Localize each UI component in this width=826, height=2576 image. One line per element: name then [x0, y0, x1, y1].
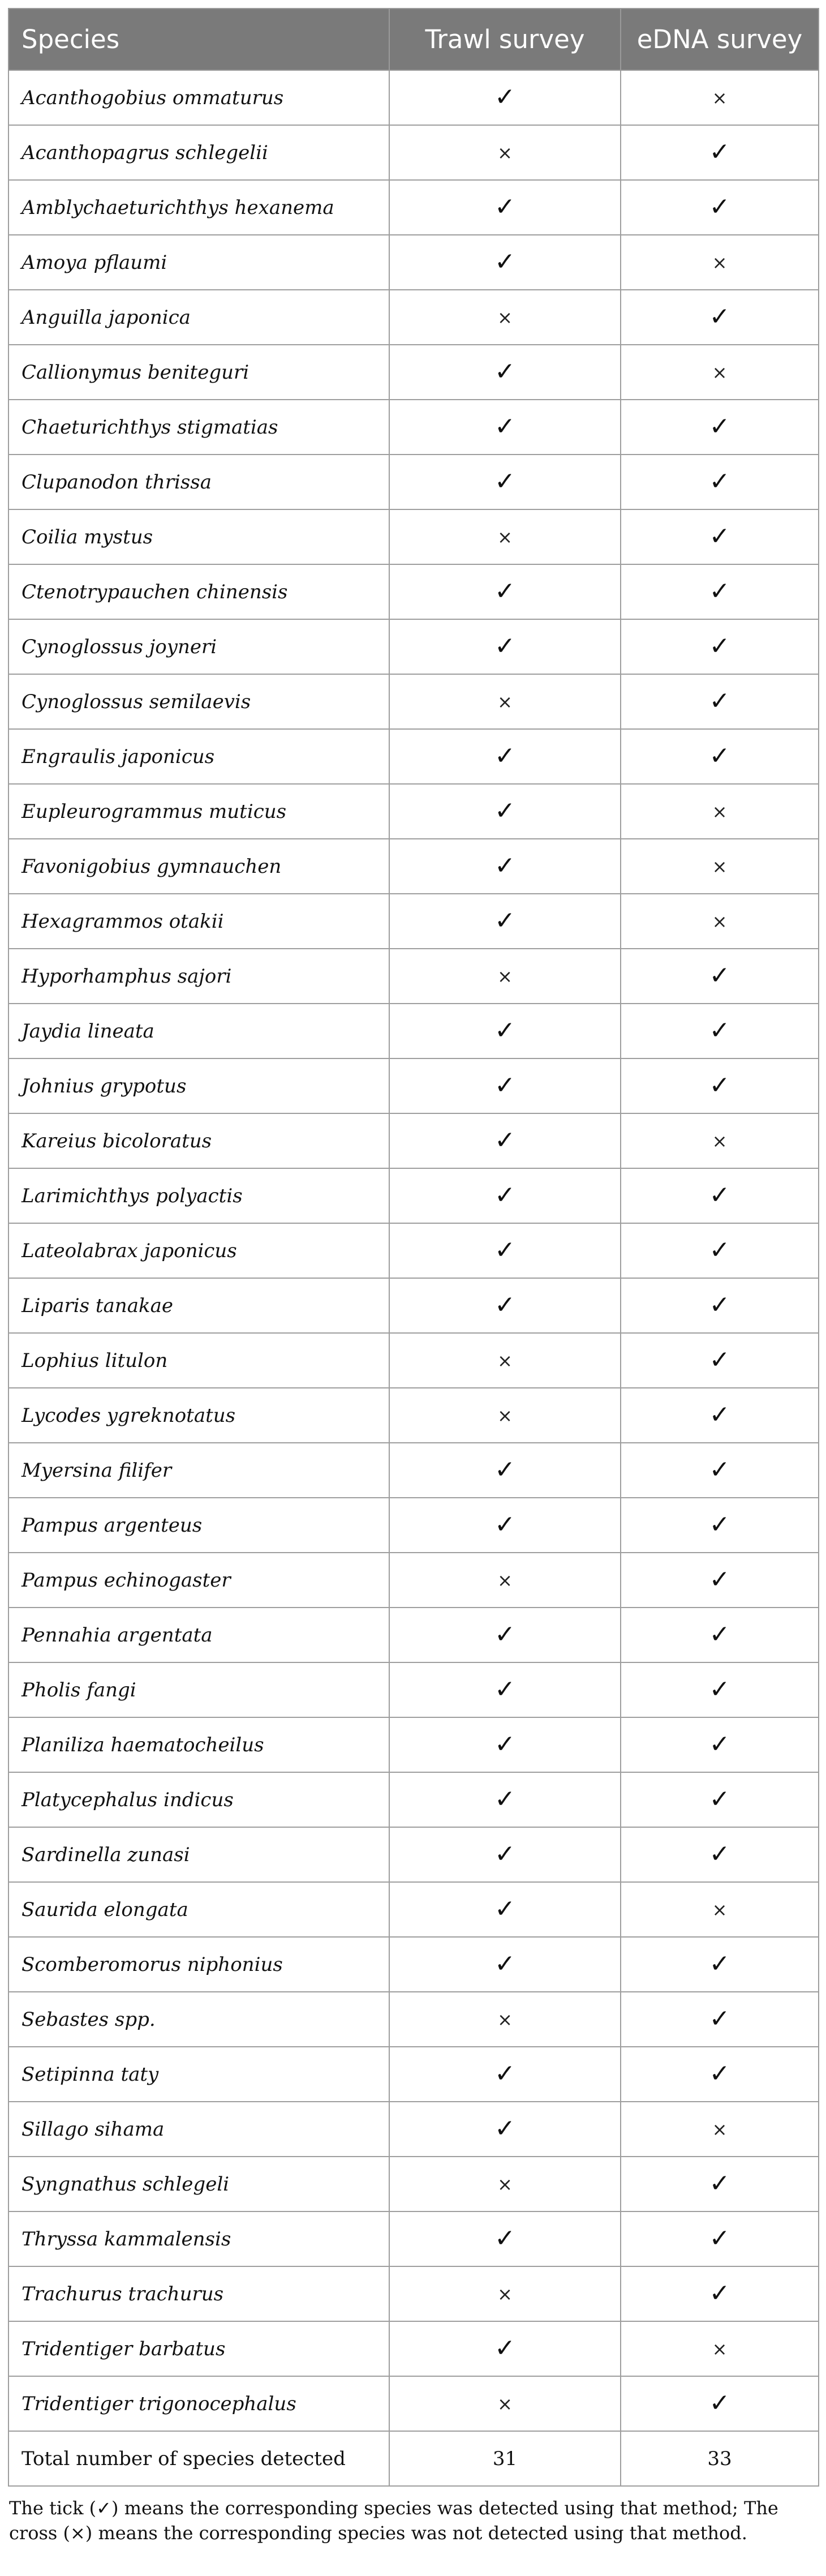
species-name: Trachurus trachurus: [8, 2266, 389, 2321]
trawl-result-cell: [389, 1772, 621, 1827]
cross-icon: ×: [497, 1349, 513, 1371]
tick-icon: ✓: [709, 1730, 730, 1759]
species-name: Engraulis japonicus: [8, 729, 389, 784]
tick-icon: ✓: [494, 577, 515, 606]
tick-icon: ✓: [709, 1455, 730, 1484]
trawl-result-cell: [389, 2047, 621, 2102]
table-row: [8, 180, 819, 235]
tick-icon: ✓: [709, 2004, 730, 2033]
species-name: Thryssa kammalensis: [8, 2211, 389, 2266]
species-name: Sillago sihama: [8, 2102, 389, 2157]
edna-result-cell: [621, 125, 819, 180]
tick-icon: ✓: [494, 1840, 515, 1868]
table-row: [8, 839, 819, 894]
tick-icon: ✓: [494, 1236, 515, 1265]
tick-icon: ✓: [494, 467, 515, 496]
trawl-result-cell: [389, 1004, 621, 1058]
species-name: Pennahia argentata: [8, 1608, 389, 1662]
table-row: [8, 235, 819, 290]
species-name: Scomberomorus niphonius: [8, 1937, 389, 1992]
species-name: Lophius litulon: [8, 1333, 389, 1388]
tick-icon: ✓: [709, 467, 730, 496]
table-row: [8, 2376, 819, 2431]
species-name: Larimichthys polyactis: [8, 1168, 389, 1223]
table-row: [8, 1443, 819, 1498]
tick-icon: ✓: [709, 138, 730, 166]
species-name: Myersina filifer: [8, 1443, 389, 1498]
table-row: [8, 1388, 819, 1443]
tick-icon: ✓: [494, 796, 515, 825]
tick-icon: ✓: [709, 522, 730, 551]
tick-icon: ✓: [709, 1620, 730, 1649]
trawl-result-cell: [389, 180, 621, 235]
edna-result-cell: [621, 1717, 819, 1772]
table-row: [8, 1772, 819, 1827]
table-row: [8, 2157, 819, 2211]
cross-icon: ×: [712, 87, 728, 109]
tick-icon: ✓: [709, 412, 730, 441]
edna-result-cell: [621, 1662, 819, 1717]
table-row: [8, 784, 819, 839]
edna-result-cell: [621, 345, 819, 400]
trawl-result-cell: [389, 70, 621, 125]
header-edna-survey: eDNA survey: [621, 8, 819, 70]
trawl-result-cell: [389, 455, 621, 509]
edna-result-cell: [621, 1882, 819, 1937]
table-row: [8, 949, 819, 1004]
trawl-result-cell: [389, 2321, 621, 2376]
edna-result-cell: [621, 1937, 819, 1992]
species-name: Cynoglossus semilaevis: [8, 674, 389, 729]
tick-icon: ✓: [709, 687, 730, 715]
total-row: [8, 2431, 819, 2486]
edna-result-cell: [621, 2211, 819, 2266]
edna-result-cell: [621, 235, 819, 290]
table-row: [8, 509, 819, 564]
trawl-result-cell: [389, 2376, 621, 2431]
cross-icon: ×: [712, 1898, 728, 1921]
tick-icon: ✓: [494, 1291, 515, 1319]
table-row: [8, 619, 819, 674]
table-row: [8, 400, 819, 455]
species-name: Amoya pflaumi: [8, 235, 389, 290]
table-row: [8, 2266, 819, 2321]
cross-icon: ×: [497, 691, 513, 713]
trawl-result-cell: [389, 729, 621, 784]
tick-icon: ✓: [494, 357, 515, 386]
table-row: [8, 1278, 819, 1333]
edna-result-cell: [621, 2102, 819, 2157]
edna-result-cell: [621, 729, 819, 784]
table-row: [8, 1608, 819, 1662]
table-row: [8, 1168, 819, 1223]
species-name: Tridentiger barbatus: [8, 2321, 389, 2376]
tick-icon: ✓: [494, 83, 515, 112]
species-name: Acanthopagrus schlegelii: [8, 125, 389, 180]
table-row: [8, 674, 819, 729]
table-row: [8, 2102, 819, 2157]
species-name: Planiliza haematocheilus: [8, 1717, 389, 1772]
table-row: [8, 125, 819, 180]
table-row: [8, 1058, 819, 1113]
edna-result-cell: [621, 180, 819, 235]
table-row: [8, 2047, 819, 2102]
species-name: Jaydia lineata: [8, 1004, 389, 1058]
species-name: Amblychaeturichthys hexanema: [8, 180, 389, 235]
edna-result-cell: [621, 509, 819, 564]
trawl-result-cell: [389, 1553, 621, 1608]
tick-icon: ✓: [494, 741, 515, 770]
table-row: [8, 1113, 819, 1168]
table-row: [8, 1498, 819, 1553]
species-name: Syngnathus schlegeli: [8, 2157, 389, 2211]
table-row: [8, 1333, 819, 1388]
species-name: Sebastes spp.: [8, 1992, 389, 2047]
edna-result-cell: [621, 2266, 819, 2321]
species-name: Acanthogobius ommaturus: [8, 70, 389, 125]
tick-icon: ✓: [494, 1620, 515, 1649]
tick-icon: ✓: [709, 192, 730, 221]
edna-result-cell: [621, 1443, 819, 1498]
trawl-result-cell: [389, 2266, 621, 2321]
edna-result-cell: [621, 1058, 819, 1113]
tick-icon: ✓: [709, 2279, 730, 2308]
trawl-result-cell: [389, 1662, 621, 1717]
species-name: Platycephalus indicus: [8, 1772, 389, 1827]
tick-icon: ✓: [709, 1785, 730, 1814]
edna-result-cell: [621, 2157, 819, 2211]
table-row: [8, 290, 819, 345]
tick-icon: ✓: [709, 741, 730, 770]
trawl-result-cell: [389, 1333, 621, 1388]
edna-result-cell: [621, 1992, 819, 2047]
tick-icon: ✓: [494, 1455, 515, 1484]
table-container: [8, 8, 818, 2545]
tick-icon: ✓: [494, 851, 515, 880]
table-row: [8, 455, 819, 509]
tick-icon: ✓: [494, 1949, 515, 1978]
species-name: Clupanodon thrissa: [8, 455, 389, 509]
tick-icon: ✓: [709, 1291, 730, 1319]
table-row: [8, 1004, 819, 1058]
table-row: [8, 2211, 819, 2266]
trawl-result-cell: [389, 1388, 621, 1443]
table-row: [8, 1717, 819, 1772]
trawl-result-cell: [389, 949, 621, 1004]
trawl-result-cell: [389, 1937, 621, 1992]
trawl-result-cell: [389, 564, 621, 619]
edna-result-cell: [621, 674, 819, 729]
tick-icon: ✓: [494, 906, 515, 935]
cross-icon: ×: [712, 910, 728, 932]
total-trawl-count: 31: [389, 2431, 621, 2486]
species-name: Liparis tanakae: [8, 1278, 389, 1333]
tick-icon: ✓: [494, 2059, 515, 2088]
table-row: [8, 1882, 819, 1937]
species-name: Chaeturichthys stigmatias: [8, 400, 389, 455]
tick-icon: ✓: [494, 1510, 515, 1539]
cross-icon: ×: [497, 526, 513, 548]
trawl-result-cell: [389, 894, 621, 949]
tick-icon: ✓: [709, 302, 730, 331]
edna-result-cell: [621, 1333, 819, 1388]
trawl-result-cell: [389, 509, 621, 564]
tick-icon: ✓: [494, 2114, 515, 2143]
table-row: [8, 1553, 819, 1608]
cross-icon: ×: [712, 251, 728, 273]
cross-icon: ×: [497, 142, 513, 164]
table-row: [8, 564, 819, 619]
species-name: Tridentiger trigonocephalus: [8, 2376, 389, 2431]
tick-icon: ✓: [709, 1016, 730, 1045]
trawl-result-cell: [389, 1498, 621, 1553]
trawl-result-cell: [389, 1058, 621, 1113]
tick-icon: ✓: [709, 1071, 730, 1100]
cross-icon: ×: [712, 361, 728, 383]
trawl-result-cell: [389, 1443, 621, 1498]
species-name: Coilia mystus: [8, 509, 389, 564]
edna-result-cell: [621, 1498, 819, 1553]
edna-result-cell: [621, 1772, 819, 1827]
tick-icon: ✓: [709, 1181, 730, 1210]
tick-icon: ✓: [709, 1510, 730, 1539]
trawl-result-cell: [389, 235, 621, 290]
table-footnote: The tick (✓) means the corresponding species was detected using that method; The cross (×) means the corresponding species was not detected using that method.: [9, 2497, 778, 2544]
species-name: Eupleurogrammus muticus: [8, 784, 389, 839]
edna-result-cell: [621, 1608, 819, 1662]
species-name: Saurida elongata: [8, 1882, 389, 1937]
species-name: Favonigobius gymnauchen: [8, 839, 389, 894]
header-row: [8, 8, 819, 70]
tick-icon: ✓: [709, 1949, 730, 1978]
edna-result-cell: [621, 2376, 819, 2431]
trawl-result-cell: [389, 1113, 621, 1168]
tick-icon: ✓: [709, 961, 730, 990]
cross-icon: ×: [497, 2283, 513, 2305]
species-name: Kareius bicoloratus: [8, 1113, 389, 1168]
tick-icon: ✓: [709, 2389, 730, 2418]
species-name: Lateolabrax japonicus: [8, 1223, 389, 1278]
edna-result-cell: [621, 290, 819, 345]
trawl-result-cell: [389, 619, 621, 674]
cross-icon: ×: [497, 2173, 513, 2195]
edna-result-cell: [621, 839, 819, 894]
edna-result-cell: [621, 564, 819, 619]
trawl-result-cell: [389, 2102, 621, 2157]
trawl-result-cell: [389, 1223, 621, 1278]
edna-result-cell: [621, 2321, 819, 2376]
tick-icon: ✓: [709, 632, 730, 661]
edna-result-cell: [621, 1004, 819, 1058]
species-name: Sardinella zunasi: [8, 1827, 389, 1882]
cross-icon: ×: [712, 2338, 728, 2360]
table-row: [8, 2321, 819, 2376]
edna-result-cell: [621, 949, 819, 1004]
tick-icon: ✓: [494, 1126, 515, 1155]
species-name: Lycodes ygreknotatus: [8, 1388, 389, 1443]
edna-result-cell: [621, 1278, 819, 1333]
tick-icon: ✓: [494, 1730, 515, 1759]
trawl-result-cell: [389, 290, 621, 345]
tick-icon: ✓: [494, 247, 515, 276]
tick-icon: ✓: [494, 1785, 515, 1814]
tick-icon: ✓: [709, 577, 730, 606]
edna-result-cell: [621, 619, 819, 674]
trawl-result-cell: [389, 1608, 621, 1662]
header-trawl-survey: Trawl survey: [389, 8, 621, 70]
cross-icon: ×: [712, 2118, 728, 2140]
edna-result-cell: [621, 1553, 819, 1608]
species-name: Johnius grypotus: [8, 1058, 389, 1113]
edna-result-cell: [621, 1388, 819, 1443]
species-name: Setipinna taty: [8, 2047, 389, 2102]
species-name: Ctenotrypauchen chinensis: [8, 564, 389, 619]
table-header: [8, 8, 819, 70]
tick-icon: ✓: [494, 1181, 515, 1210]
species-name: Pampus echinogaster: [8, 1553, 389, 1608]
trawl-result-cell: [389, 1278, 621, 1333]
tick-icon: ✓: [494, 2224, 515, 2253]
trawl-result-cell: [389, 1992, 621, 2047]
trawl-result-cell: [389, 784, 621, 839]
species-name: Hyporhamphus sajori: [8, 949, 389, 1004]
tick-icon: ✓: [709, 2059, 730, 2088]
header-species: Species: [8, 8, 389, 70]
species-name: Callionymus beniteguri: [8, 345, 389, 400]
table-row: [8, 1662, 819, 1717]
species-name: Hexagrammos otakii: [8, 894, 389, 949]
table-row: [8, 345, 819, 400]
trawl-result-cell: [389, 674, 621, 729]
total-label: Total number of species detected: [8, 2431, 389, 2486]
table-row: [8, 1937, 819, 1992]
cross-icon: ×: [497, 2393, 513, 2415]
edna-result-cell: [621, 784, 819, 839]
edna-result-cell: [621, 1113, 819, 1168]
cross-icon: ×: [712, 855, 728, 877]
trawl-result-cell: [389, 2211, 621, 2266]
table-row: [8, 729, 819, 784]
table-row: [8, 70, 819, 125]
cross-icon: ×: [497, 1569, 513, 1591]
edna-result-cell: [621, 455, 819, 509]
edna-result-cell: [621, 70, 819, 125]
tick-icon: ✓: [709, 2224, 730, 2253]
edna-result-cell: [621, 1168, 819, 1223]
trawl-result-cell: [389, 125, 621, 180]
cross-icon: ×: [712, 1130, 728, 1152]
tick-icon: ✓: [494, 1895, 515, 1923]
edna-result-cell: [621, 1827, 819, 1882]
total-edna-count: 33: [621, 2431, 819, 2486]
trawl-result-cell: [389, 345, 621, 400]
cross-icon: ×: [497, 2008, 513, 2030]
species-name: Cynoglossus joyneri: [8, 619, 389, 674]
tick-icon: ✓: [709, 1345, 730, 1374]
tick-icon: ✓: [494, 412, 515, 441]
edna-result-cell: [621, 894, 819, 949]
trawl-result-cell: [389, 839, 621, 894]
tick-icon: ✓: [494, 2334, 515, 2363]
species-name: Pholis fangi: [8, 1662, 389, 1717]
table-row: [8, 1827, 819, 1882]
tick-icon: ✓: [709, 1236, 730, 1265]
edna-result-cell: [621, 1223, 819, 1278]
trawl-result-cell: [389, 1717, 621, 1772]
cross-icon: ×: [712, 800, 728, 822]
table-body: [8, 70, 819, 2486]
trawl-result-cell: [389, 400, 621, 455]
tick-icon: ✓: [709, 1675, 730, 1704]
cross-icon: ×: [497, 965, 513, 987]
trawl-result-cell: [389, 1882, 621, 1937]
cross-icon: ×: [497, 1404, 513, 1426]
tick-icon: ✓: [709, 2169, 730, 2198]
trawl-result-cell: [389, 1168, 621, 1223]
cross-icon: ×: [497, 306, 513, 328]
table-row: [8, 1992, 819, 2047]
tick-icon: ✓: [709, 1840, 730, 1868]
table-row: [8, 1223, 819, 1278]
tick-icon: ✓: [494, 1675, 515, 1704]
species-name: Anguilla japonica: [8, 290, 389, 345]
edna-result-cell: [621, 400, 819, 455]
tick-icon: ✓: [494, 1071, 515, 1100]
trawl-result-cell: [389, 2157, 621, 2211]
tick-icon: ✓: [494, 1016, 515, 1045]
tick-icon: ✓: [494, 192, 515, 221]
species-detection-table: [8, 8, 819, 2487]
tick-icon: ✓: [709, 1565, 730, 1594]
tick-icon: ✓: [709, 1400, 730, 1429]
edna-result-cell: [621, 2047, 819, 2102]
tick-icon: ✓: [494, 632, 515, 661]
table-row: [8, 894, 819, 949]
species-name: Pampus argenteus: [8, 1498, 389, 1553]
trawl-result-cell: [389, 1827, 621, 1882]
